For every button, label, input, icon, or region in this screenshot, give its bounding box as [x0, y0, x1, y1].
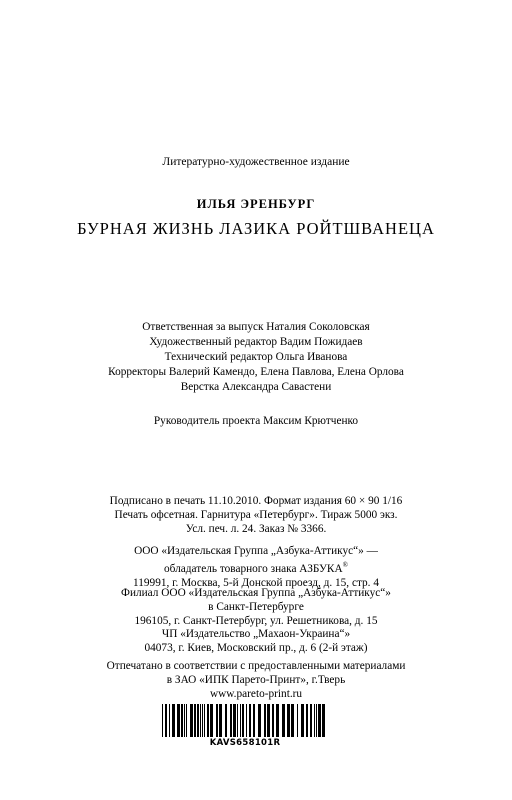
trademark-text: обладатель товарного знака АЗБУКА [164, 562, 343, 575]
print-format-fraction: 1/16 [382, 495, 403, 507]
credit-line: Технический редактор Ольга Иванова [164, 351, 348, 363]
barcode-bar [197, 704, 199, 737]
barcode-bar [184, 704, 185, 737]
barcode-bar [291, 704, 294, 737]
barcode-bar [219, 704, 222, 737]
barcode-bar [165, 704, 167, 737]
printer-block [0, 659, 512, 701]
credit-line: Художественный редактор Вадим Пожидаев [149, 336, 363, 348]
barcode-number: KAVS658101R [209, 738, 281, 748]
credit-line: Верстка Александра Савастени [180, 381, 332, 393]
barcode-bar [240, 704, 241, 737]
registered-mark: ® [342, 561, 348, 569]
barcode-bar [276, 704, 279, 737]
barcode-bar [200, 704, 201, 737]
barcode-bar [282, 704, 285, 737]
branch-line: Филиал ООО «Издательская Группа „Азбука-Аттикус“» [121, 587, 391, 599]
ukraine-address: 04073, г. Киев, Московский пр., д. 6 (2-й этаж) [144, 642, 368, 654]
barcode-bar [310, 704, 312, 737]
barcode-bar [306, 704, 308, 737]
print-info-line [0, 494, 512, 508]
barcode-bar [297, 704, 298, 737]
author-name: ИЛЬЯ ЭРЕНБУРГ [196, 197, 316, 211]
edition-type: Литературно-художественное издание [162, 156, 350, 168]
barcode-bar [204, 704, 205, 737]
publisher-ukraine-block [0, 627, 512, 655]
barcode [160, 704, 330, 752]
printer-url: www.pareto-print.ru [209, 688, 303, 700]
barcode-bar [169, 704, 170, 737]
barcode-bars [160, 704, 330, 738]
printer-line: в ЗАО «ИПК Парето-Принт», г.Тверь [166, 674, 346, 686]
barcode-bar [233, 704, 236, 737]
print-info-block [0, 494, 512, 536]
barcode-bar [194, 704, 196, 737]
barcode-bar [216, 704, 218, 737]
barcode-bar [162, 704, 163, 737]
barcode-bar [172, 704, 175, 737]
print-format-text: Подписано в печать 11.10.2010. Формат издания 60 × 90 [109, 495, 380, 507]
branch-line: в Санкт-Петербурге [208, 601, 304, 613]
barcode-bar [181, 704, 183, 737]
barcode-bar [210, 704, 213, 737]
barcode-bar [272, 704, 274, 737]
credit-line: Корректоры Валерий Камендо, Елена Павлова, Елена Орлова [108, 366, 404, 378]
publisher-main-block [0, 544, 512, 590]
barcode-bar [253, 704, 255, 737]
barcode-bar [230, 704, 232, 737]
publisher-branch-block [0, 586, 512, 628]
barcode-bar [258, 704, 261, 737]
project-lead: Руководитель проекта Максим Крютченко [153, 415, 359, 427]
barcode-bar [316, 704, 317, 737]
barcode-bar [287, 704, 290, 737]
barcode-bar [202, 704, 203, 737]
barcode-bar [246, 704, 247, 737]
ukraine-line: ЧП «Издательство „Махаон-Украина“» [161, 628, 351, 640]
book-title: БУРНАЯ ЖИЗНЬ ЛАЗИКА РОЙТШВАНЕЦА [77, 219, 435, 238]
publisher-line: ООО «Издательская Группа „Азбука-Аттикус“» — [134, 545, 378, 557]
printer-line: Отпечатано в соответствии с предоставленными материалами [106, 660, 406, 672]
barcode-bar [267, 704, 270, 737]
barcode-bar [186, 704, 187, 737]
barcode-bar [237, 704, 238, 737]
print-info-line: Печать офсетная. Гарнитура «Петербург». Тираж 5000 экз. [114, 509, 398, 521]
publisher-line [0, 558, 512, 576]
barcode-bar [225, 704, 227, 737]
credit-line: Ответственная за выпуск Наталия Соколовская [142, 321, 370, 333]
barcode-bar [314, 704, 315, 737]
branch-address: 196105, г. Санкт-Петербург, ул. Решетникова, д. 15 [134, 615, 378, 627]
barcode-bar [318, 704, 321, 737]
credits-block [0, 320, 512, 395]
barcode-bar [190, 704, 193, 737]
publisher-address: 119991, г. Москва, 5-й Донской проезд, д. 15, стр. 4 [133, 576, 379, 589]
barcode-bar [249, 704, 251, 737]
barcode-bar [177, 704, 180, 737]
barcode-bar [207, 704, 209, 737]
barcode-bar [301, 704, 304, 737]
barcode-bar [322, 704, 325, 737]
print-info-line: Усл. печ. л. 24. Заказ № 3366. [185, 523, 327, 535]
barcode-bar [264, 704, 266, 737]
barcode-bar [242, 704, 244, 737]
